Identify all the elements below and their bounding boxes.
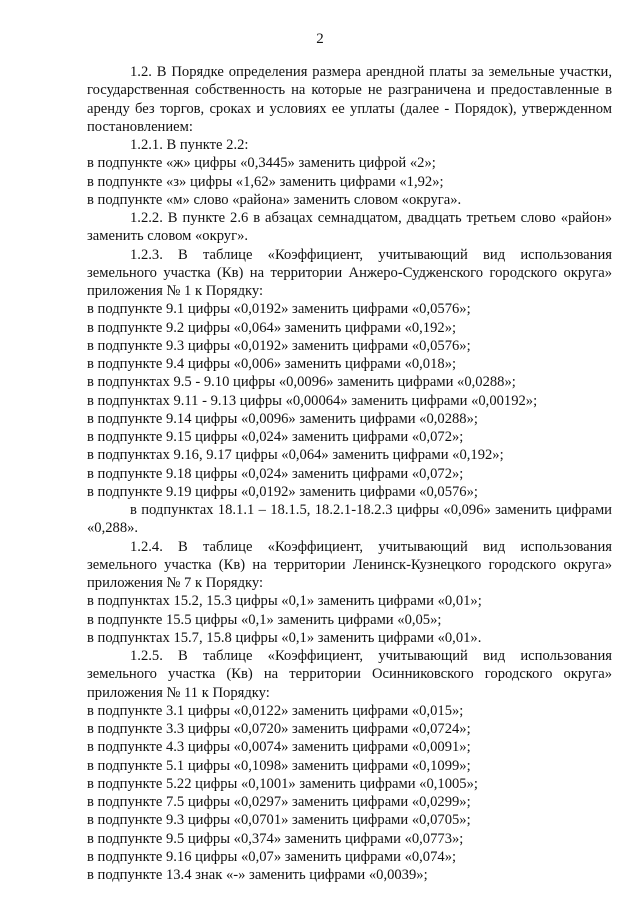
list-item: в подпункте 5.22 цифры «0,1001» заменить цифрами «0,1005»; [87, 775, 478, 792]
list-item: в подпункте 9.14 цифры «0,0096» заменить цифрами «0,0288»; [87, 410, 478, 427]
paragraph: 1.2.5. В таблице «Коэффициент, учитывающий вид использования земельного участка (Кв) на территории Осинниковского городского округа» приложения № 11 к Порядку: [87, 648, 612, 701]
paragraph: 1.2.1. В пункте 2.2: [130, 137, 249, 153]
paragraph: 1.2.4. В таблице «Коэффициент, учитывающий вид использования земельного участка (Кв) на территории Ленинск-Кузнецкого городского округа» приложения № 7 к Порядку: [87, 538, 612, 591]
list-item: в подпункте 9.3 цифры «0,0701» заменить цифрами «0,0705»; [87, 812, 471, 829]
list-item: в подпункте 9.4 цифры «0,006» заменить цифрами «0,018»; [87, 356, 457, 372]
list-item: в подпункте 3.3 цифры «0,0720» заменить цифрами «0,0724»; [87, 721, 471, 737]
list-item: в подпунктах 9.16, 9.17 цифры «0,064» заменить цифрами «0,192»; [87, 447, 504, 464]
list-item: в подпункте 9.2 цифры «0,064» заменить цифрами «0,192»; [87, 319, 457, 336]
list-item: в подпунктах 9.5 - 9.10 цифры «0,0096» заменить цифрами «0,0288»; [87, 374, 516, 391]
list-item: в подпункте 13.4 знак «-» заменить цифрами «0,0039»; [87, 867, 428, 883]
list-item: в подпункте 7.5 цифры «0,0297» заменить цифрами «0,0299»; [87, 794, 471, 810]
list-item: в подпункте 4.3 цифры «0,0074» заменить цифрами «0,0091»; [87, 739, 471, 756]
list-item: в подпункте 9.16 цифры «0,07» заменить цифрами «0,074»; [87, 848, 457, 865]
document-body [87, 63, 612, 884]
paragraph: в подпунктах 18.1.1 – 18.1.5, 18.2.1-18.2.3 цифры «0,096» заменить цифрами «0,288». [87, 502, 612, 537]
list-item: в подпункте 9.5 цифры «0,374» заменить цифрами «0,0773»; [87, 830, 464, 847]
paragraph: 1.2.3. В таблице «Коэффициент, учитывающий вид использования земельного участка (Кв) на территории Анжеро-Судженского городского округа» приложения № 1 к Порядку: [87, 246, 612, 299]
list-item: в подпунктах 15.2, 15.3 цифры «0,1» заменить цифрами «0,01»; [87, 593, 482, 610]
list-item: в подпункте 9.19 цифры «0,0192» заменить цифрами «0,0576»; [87, 483, 478, 500]
list-item: в подпункте «ж» цифры «0,3445» заменить цифрой «2»; [87, 155, 436, 172]
list-item: в подпункте 9.3 цифры «0,0192» заменить цифрами «0,0576»; [87, 337, 471, 354]
list-item: в подпункте 9.15 цифры «0,024» заменить цифрами «0,072»; [87, 429, 464, 445]
list-item: в подпунктах 9.11 - 9.13 цифры «0,00064» заменить цифрами «0,00192»; [87, 392, 538, 409]
paragraph: 1.2.2. В пункте 2.6 в абзацах семнадцатом, двадцать третьем слово «район» заменить словом «округ». [87, 210, 612, 245]
paragraph: 1.2. В Порядке определения размера арендной платы за земельные участки, государственная собственность на которые не разграничена и предоставленные в аренду без торгов, сроках и условиях ее уплаты (далее - Порядок), утвержденном постановлением: [87, 64, 612, 135]
list-item: в подпункте 9.1 цифры «0,0192» заменить цифрами «0,0576»; [87, 301, 471, 318]
list-item: в подпункте «м» слово «района» заменить словом «округа». [87, 191, 462, 208]
list-item: в подпункте 9.18 цифры «0,024» заменить цифрами «0,072»; [87, 465, 464, 482]
list-item: в подпунктах 15.7, 15.8 цифры «0,1» заменить цифрами «0,01». [87, 629, 482, 646]
page-number: 2 [316, 31, 324, 47]
list-item: в подпункте 15.5 цифры «0,1» заменить цифрами «0,05»; [87, 611, 442, 628]
list-item: в подпункте 3.1 цифры «0,0122» заменить цифрами «0,015»; [87, 702, 464, 719]
list-item: в подпункте 5.1 цифры «0,1098» заменить цифрами «0,1099»; [87, 757, 471, 774]
list-item: в подпункте «з» цифры «1,62» заменить цифрами «1,92»; [87, 173, 444, 190]
